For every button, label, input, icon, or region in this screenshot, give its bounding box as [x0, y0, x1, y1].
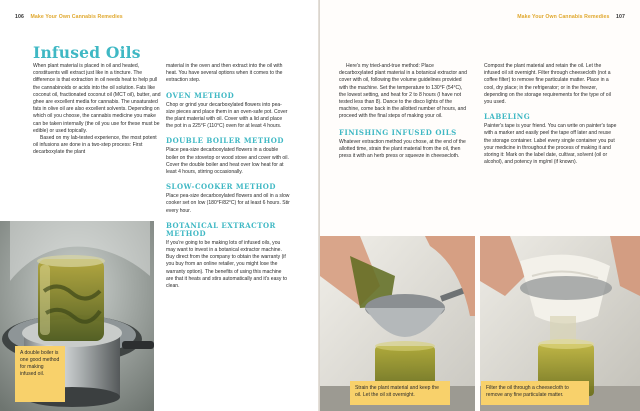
page-number: 107 [616, 14, 625, 20]
body-paragraph: Compost the plant material and retain the oil. Let the infused oil sit overnight. Filter through cheesecloth (not a coffee filter) to remove fine particulate matter. Place in a cool, dry place; in the refrigerator; or in the freezer, depending on the storage requirements for the type of oil you used. [484, 63, 611, 106]
section-heading-double-boiler: DOUBLE BOILER METHOD [166, 136, 284, 146]
section-heading-botanical-extractor: BOTANICAL EXTRACTOR METHOD [166, 220, 276, 238]
right-page [320, 0, 640, 411]
right-page-header [517, 14, 625, 20]
photo-caption-strain: Strain the plant material and keep the oil. Let the oil sit overnight. [350, 381, 450, 405]
body-paragraph: Place pea-size decarboxylated flowers and oil in a slow cooker set on low (180°F/82°C) for at least 6 hours. Stir every hour. [166, 193, 290, 214]
section-heading-finishing: FINISHING INFUSED OILS [339, 127, 457, 137]
left-page-header [15, 14, 123, 20]
section-heading-oven: OVEN METHOD [166, 90, 235, 100]
body-paragraph: Based on my lab-tested experience, the most potent oil infusions are done in a two-step process: First decarboxylate the plant [33, 135, 157, 156]
body-paragraph: Here's my tried-and-true method: Place decarboxylated plant material in a botanical extractor and cover with oil, following the volume guidelines provided with the machine. Set the temperature to 130°F (54°C), the lowest setting, and heat for 2 to 8 hours (I have not tested less than 8). Dance to the disco lights of the machine, come back in the allotted number of hours, and proceed with the final steps of making your oil. [339, 63, 467, 120]
body-paragraph: If you're going to be making lots of infused oils, you may want to invest in a botanical extractor machine. Buy direct from the company to obtain the warranty (if you buy from an online retailer, you might lose the warranty option). The benefits of using this machine are that it heats and stirs automatically and it's easy to clean. [166, 239, 288, 290]
body-paragraph: Place pea-size decarboxylated flowers in a double boiler on the stovetop or wood stove and cover with oil. Cover the double boiler and heat over low heat for at least 4 hours, stirring occasionally. [166, 147, 289, 176]
running-head: Make Your Own Cannabis Remedies [30, 14, 123, 20]
column-4 [484, 63, 617, 166]
body-paragraph: material in the oven and then extract into the oil with heat. You have several options when it comes to the extraction step. [166, 63, 283, 84]
body-paragraph: Whatever extraction method you chose, at the end of the allotted time, strain the plant material from the oil, then press it with an herb press or squeeze in cheesecloth. [339, 138, 466, 160]
photo-caption: A double boiler is one good method for making infused oil. [15, 346, 65, 402]
page-number: 106 [15, 14, 24, 20]
body-paragraph: When plant material is placed in oil and heated, constituents will extract just like in a tincture. The difference is that extraction in oil needs heat to help pull the cannabinoids or acids into the oil solution. Fats like coconut oil, fractionated coconut oil (MCT oil), butter, and ghee are excellent media for cannabis. The unsaturated fats in olive oil are also excellent solvents. Depending on which oil you choose, the cannabis medicine you make can be taken internally (the oil you use for these must be edible) or used topically. [33, 63, 161, 134]
photo-caption-filter: Filter the oil through a cheesecloth to remove any fine particulate matter. [481, 381, 589, 405]
body-paragraph: Chop or grind your decarboxylated flowers into pea-size pieces and place them in an oven-safe pot. Cover the plant material with oil. Cover with a lid and place the pot in a 225°F (110°C) oven for at least 4 hours. [166, 101, 288, 130]
body-paragraph: Painter's tape is your friend. You can write on painter's tape with a marker and easily peel the tape off later and reuse the storage container. Label every single container you put your medicine in throughout the process of making it and storing it: Mark on the label date, cultivar, solvent (oil or alcohol), and potency in mg/ml (if known). [484, 123, 617, 166]
running-head: Make Your Own Cannabis Remedies [517, 14, 610, 20]
page-title: Infused Oils [33, 43, 141, 62]
section-heading-slow-cooker: SLOW-COOKER METHOD [166, 182, 276, 192]
column-2 [166, 63, 290, 290]
section-heading-labeling: LABELING [484, 112, 531, 122]
column-3 [339, 63, 467, 160]
column-1 [33, 63, 161, 157]
